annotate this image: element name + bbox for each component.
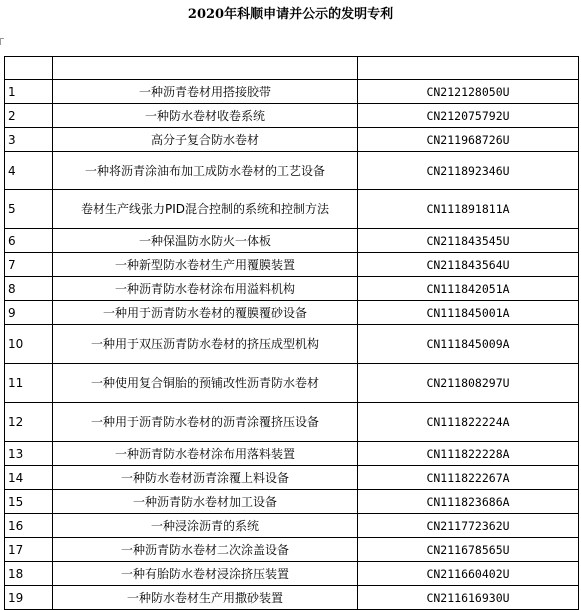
- table-row: [5, 301, 579, 325]
- publication-number: CN111823686A: [358, 490, 579, 514]
- patent-title: 一种沥青防水卷材加工设备: [53, 490, 358, 514]
- row-number: 6: [5, 229, 53, 253]
- publication-number: CN211892346U: [358, 152, 579, 190]
- publication-number: CN211968726U: [358, 128, 579, 152]
- patent-title: 一种有胎防水卷材浸涂挤压装置: [53, 562, 358, 586]
- publication-number: CN211772362U: [358, 514, 579, 538]
- table-row: [5, 403, 579, 442]
- table-row: [5, 562, 579, 586]
- publication-number: CN211808297U: [358, 364, 579, 403]
- row-number: 12: [5, 403, 53, 442]
- table-row: [5, 104, 579, 128]
- row-number: 4: [5, 152, 53, 190]
- publication-number: CN212128050U: [358, 80, 579, 104]
- publication-number: CN211843564U: [358, 253, 579, 277]
- table-row: [5, 190, 579, 229]
- patent-title: 一种使用复合铜胎的预铺改性沥青防水卷材: [53, 364, 358, 403]
- row-number: 3: [5, 128, 53, 152]
- row-number: 18: [5, 562, 53, 586]
- publication-number: CN111822228A: [358, 442, 579, 466]
- table-row: [5, 152, 579, 190]
- publication-number: CN211843545U: [358, 229, 579, 253]
- table-row: [5, 128, 579, 152]
- patent-title: 一种防水卷材沥青涂覆上料设备: [53, 466, 358, 490]
- table-row: [5, 466, 579, 490]
- patent-title: 一种新型防水卷材生产用覆膜装置: [53, 253, 358, 277]
- publication-number: CN111822224A: [358, 403, 579, 442]
- table-row: [5, 538, 579, 562]
- publication-number: CN212075792U: [358, 104, 579, 128]
- patent-title: 一种用于沥青防水卷材的覆膜覆砂设备: [53, 301, 358, 325]
- patent-title: 一种防水卷材收卷系统: [53, 104, 358, 128]
- row-number: 10: [5, 325, 53, 364]
- row-number: 9: [5, 301, 53, 325]
- publication-number: CN211616930U: [358, 586, 579, 610]
- cell-selection-mark: [0, 38, 4, 45]
- table-row: [5, 325, 579, 364]
- table-row: [5, 490, 579, 514]
- publication-number: CN111845001A: [358, 301, 579, 325]
- table-row: [5, 514, 579, 538]
- header-cell-publication: [358, 57, 579, 80]
- table-row: [5, 442, 579, 466]
- row-number: 13: [5, 442, 53, 466]
- header-cell-title: [53, 57, 358, 80]
- publication-number: CN111891811A: [358, 190, 579, 229]
- row-number: 5: [5, 190, 53, 229]
- patent-title: 一种沥青防水卷材涂布用落料装置: [53, 442, 358, 466]
- publication-number: CN111845009A: [358, 325, 579, 364]
- patent-title: 一种用于双压沥青防水卷材的挤压成型机构: [53, 325, 358, 364]
- patent-title: 一种浸涂沥青的系统: [53, 514, 358, 538]
- patent-title: 一种用于沥青防水卷材的沥青涂覆挤压设备: [53, 403, 358, 442]
- page-title: 2020年科顺申请并公示的发明专利: [187, 7, 394, 22]
- row-number: 16: [5, 514, 53, 538]
- row-number: 8: [5, 277, 53, 301]
- patent-title: 一种沥青卷材用搭接胶带: [53, 80, 358, 104]
- publication-number: CN111842051A: [358, 277, 579, 301]
- table-row: [5, 364, 579, 403]
- table-row: [5, 586, 579, 610]
- table-row: [5, 229, 579, 253]
- table-header-row: [5, 57, 579, 80]
- patent-title: 一种沥青防水卷材涂布用溢料机构: [53, 277, 358, 301]
- header-cell-number: [5, 57, 53, 80]
- patent-title: 高分子复合防水卷材: [53, 128, 358, 152]
- patent-title: 一种沥青防水卷材二次涂盖设备: [53, 538, 358, 562]
- patent-title: 一种将沥青涂油布加工成防水卷材的工艺设备: [53, 152, 358, 190]
- publication-number: CN211660402U: [358, 562, 579, 586]
- row-number: 17: [5, 538, 53, 562]
- table-row: [5, 277, 579, 301]
- patent-title: 一种保温防水防火一体板: [53, 229, 358, 253]
- row-number: 14: [5, 466, 53, 490]
- patent-table: [4, 56, 579, 610]
- patent-title: 一种防水卷材生产用撒砂装置: [53, 586, 358, 610]
- row-number: 15: [5, 490, 53, 514]
- patent-title: 卷材生产线张力PID混合控制的系统和控制方法: [53, 190, 358, 229]
- row-number: 11: [5, 364, 53, 403]
- table-row: [5, 80, 579, 104]
- publication-number: CN111822267A: [358, 466, 579, 490]
- row-number: 1: [5, 80, 53, 104]
- table-row: [5, 253, 579, 277]
- publication-number: CN211678565U: [358, 538, 579, 562]
- row-number: 7: [5, 253, 53, 277]
- row-number: 2: [5, 104, 53, 128]
- row-number: 19: [5, 586, 53, 610]
